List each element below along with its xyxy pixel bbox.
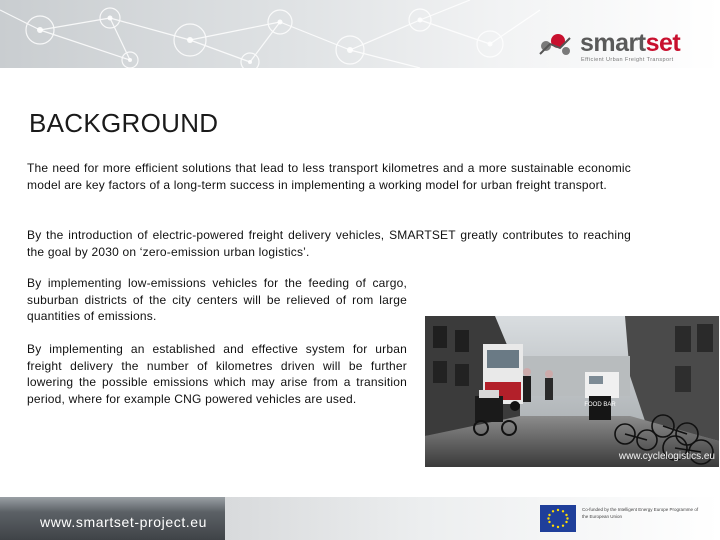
paragraph-4: By implementing an established and effective system for urban freight delivery the number of kilometres driven will be further lowering the possible emissions which may arise from a transition period, where for example CNG powered vehicles are used. <box>27 342 407 406</box>
street-photo <box>425 316 719 467</box>
photo-credit: www.cyclelogistics.eu <box>618 451 715 462</box>
logo-wordmark: smartset <box>580 29 681 57</box>
street-scene-illustration <box>425 316 719 467</box>
footer-url-link[interactable]: www.smartset-project.eu <box>40 514 208 530</box>
eu-flag-icon <box>540 505 576 532</box>
paragraph-2: By the introduction of electric-powered freight delivery vehicles, SMARTSET greatly contributes to reaching the goal by 2030 on ‘zero-emission urban logistics’. <box>27 228 631 259</box>
paragraph-3: By implementing low-emissions vehicles for the feeding of cargo, suburban districts of the city centers will be relieved of rom large quantities of emissions. <box>27 276 407 323</box>
food-bar-sign: FOOD BAR <box>584 402 616 408</box>
footer-band <box>0 497 225 540</box>
logo-tagline: Efficient Urban Freight Transport <box>581 57 674 63</box>
slide-title: BACKGROUND <box>29 108 219 138</box>
paragraph-1: The need for more efficient solutions that lead to less transport kilometres and a more sustainable economic model are key factors of a long-term success in implementing a working model for urban freight transport. <box>27 161 631 192</box>
eu-cofunding-text: Co-funded by the Intelligent Energy Europe Programme of the European Union <box>582 507 699 519</box>
header-banner <box>0 0 720 68</box>
logo-mark-icon <box>536 32 576 58</box>
smartset-logo[interactable] <box>536 30 696 66</box>
